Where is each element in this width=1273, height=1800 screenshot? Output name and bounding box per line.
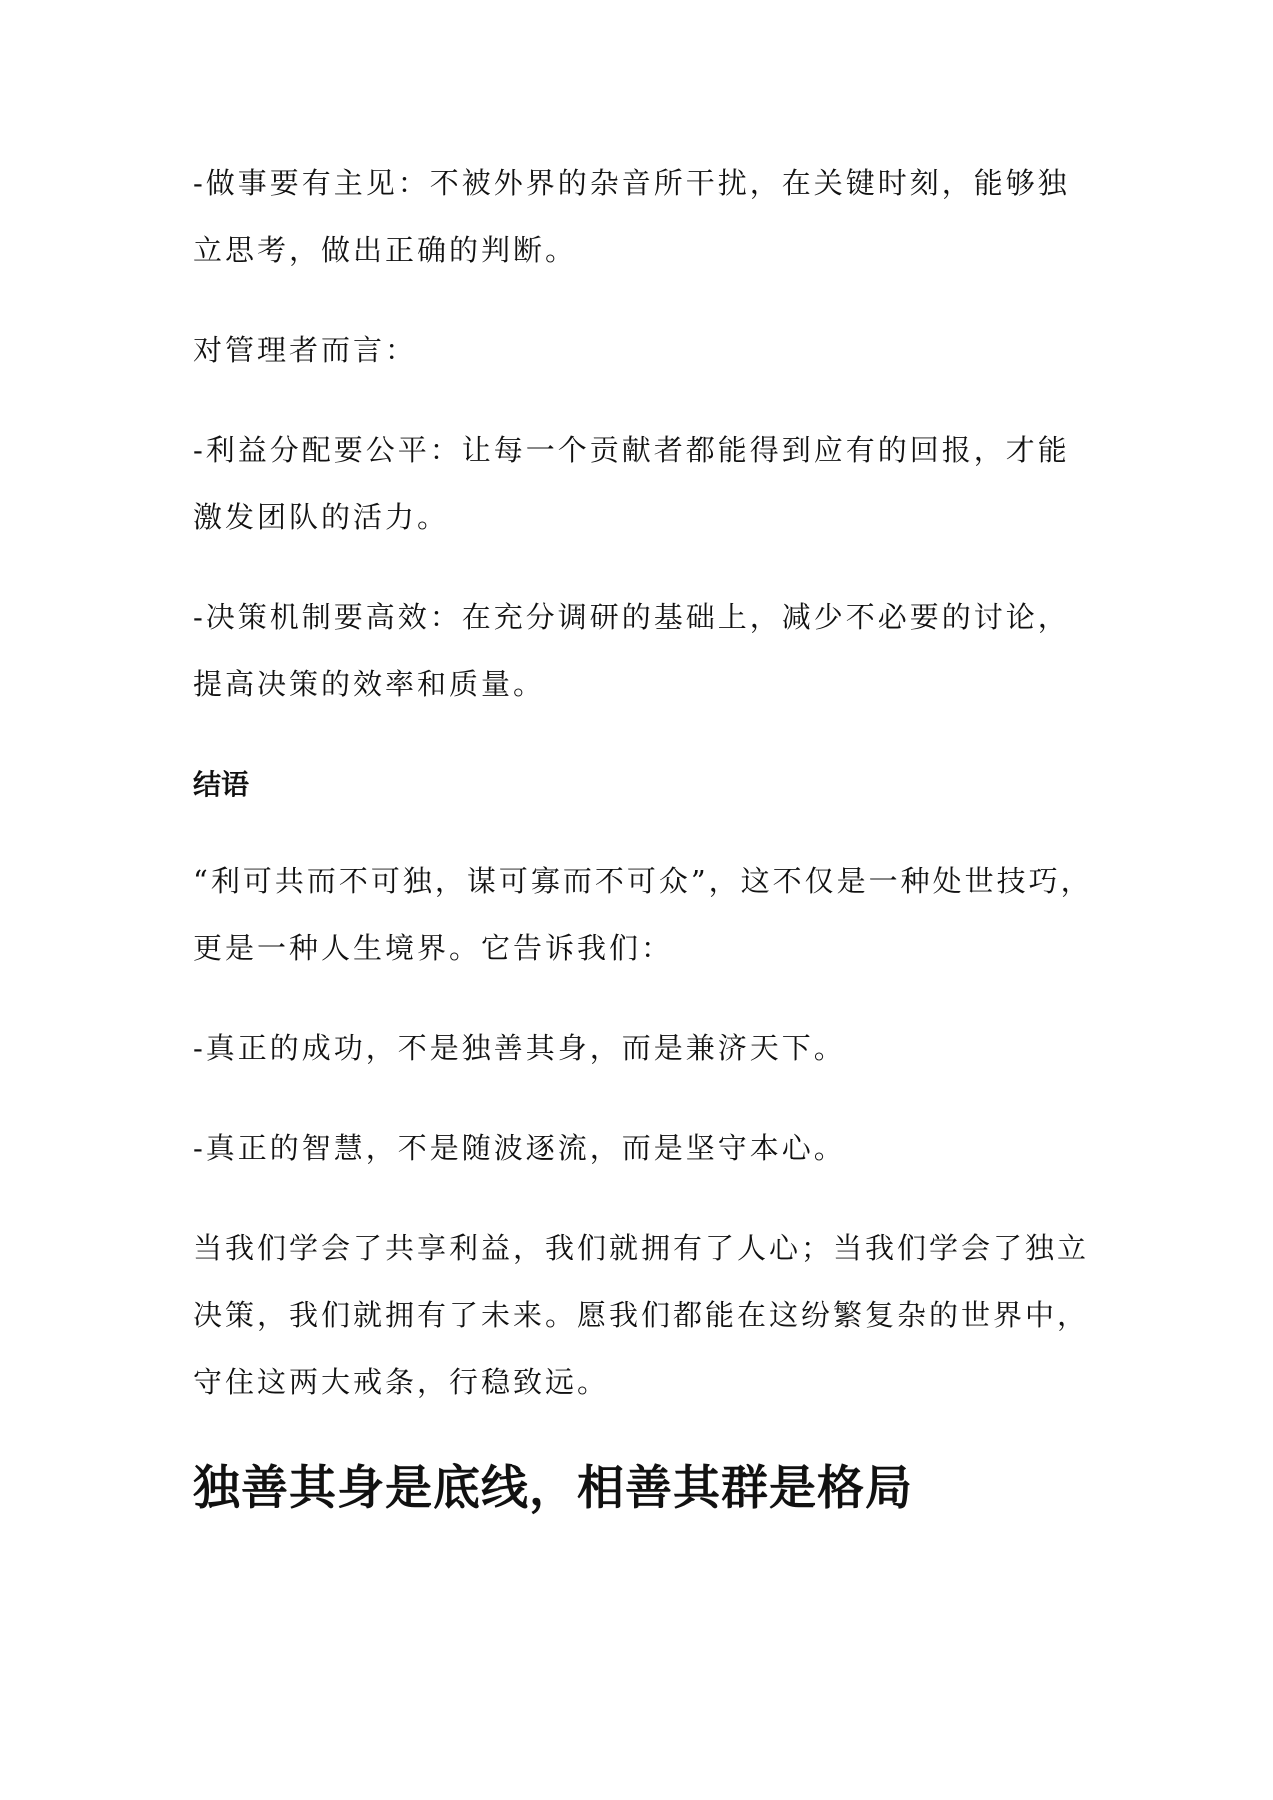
paragraph-fair-distribution: -利益分配要公平：让每一个贡献者都能得到应有的回报，才能激发团队的活力。 (193, 433, 1070, 534)
paragraph-efficient-decision: -决策机制要高效：在充分调研的基础上，减少不必要的讨论，提高决策的效率和质量。 (193, 600, 1070, 701)
paragraph-for-managers: 对管理者而言： (193, 333, 418, 367)
paragraph-true-success: -真正的成功，不是独善其身，而是兼济天下。 (193, 1031, 846, 1065)
section-heading-conclusion: 结语 (193, 768, 250, 801)
paragraph-closing: 当我们学会了共享利益，我们就拥有了人心；当我们学会了独立决策，我们就拥有了未来。愿我们都能在这纷繁复杂的世界中，守住这两大戒条，行稳致远。 (193, 1231, 1090, 1399)
next-section-title: 独善其身是底线，相善其群是格局 (193, 1461, 913, 1516)
document-page (193, 150, 1098, 1529)
paragraph-conclusion-quote: “利可共而不可独，谋可寡而不可众”，这不仅是一种处世技巧，更是一种人生境界。它告诉我们： (193, 864, 1093, 965)
paragraph-independent-judgment: -做事要有主见：不被外界的杂音所干扰，在关键时刻，能够独立思考，做出正确的判断。 (193, 166, 1070, 267)
paragraph-true-wisdom: -真正的智慧，不是随波逐流，而是坚守本心。 (193, 1131, 846, 1165)
